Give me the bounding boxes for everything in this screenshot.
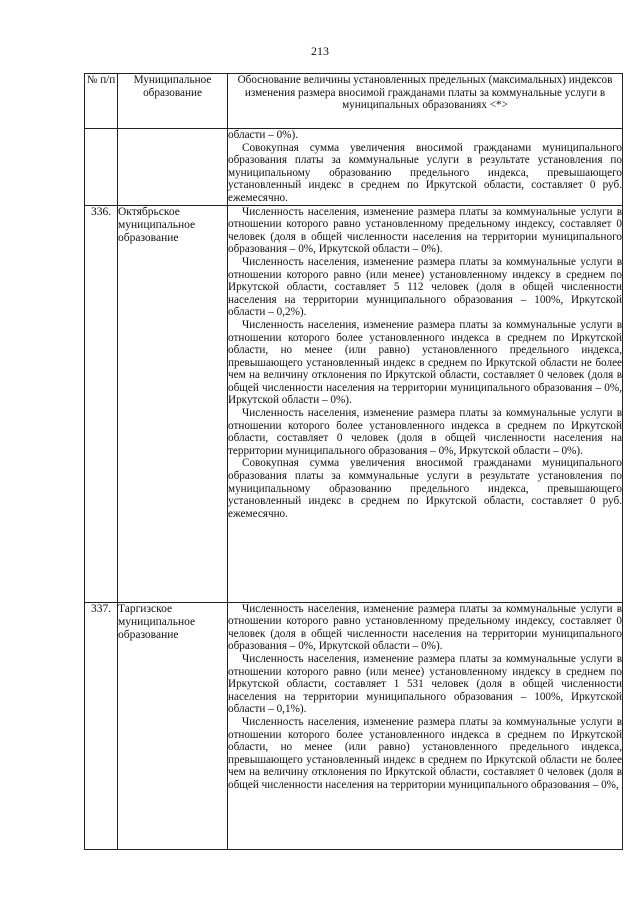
row-justification [228, 205, 623, 602]
table-row [85, 602, 623, 849]
justification-paragraph: Численность населения, изменение размера платы за коммунальные услуги в отношении которого равно (или менее) установленному индексу в среднем по Иркутской области, составляет 5 112 человек (доля в общей численности населения на территории муниципального образования – 100%, Иркутской области – 0,2%). [228, 255, 622, 319]
header-justification: Обоснование величины установленных предельных (максимальных) индексов изменения размера вносимой гражданами платы за коммунальные услуги в муниципальных образованиях <*> [228, 74, 623, 129]
row-justification [228, 129, 623, 206]
justification-paragraph: Численность населения, изменение размера платы за коммунальные услуги в отношении которого равно установленному предельному индексу, составляет 0 человек (доля в общей численности населения на территории муниципального образования – 0%, Иркутской области – 0%). [228, 602, 622, 653]
header-municipality: Муниципальное образование [118, 74, 228, 129]
justification-paragraph: области – 0%). [228, 129, 299, 141]
justification-paragraph: Совокупная сумма увеличения вносимой гражданами муниципального образования платы за коммунальные услуги в результате установления по муниципальному образованию предельного индекса, превышающего установленный индекс в среднем по Иркутской области, составляет 0 руб. ежемесячно. [228, 457, 622, 520]
justification-paragraph: Совокупная сумма увеличения вносимой гражданами муниципального образования платы за коммунальные услуги в результате установления по муниципальному образованию предельного индекса, превышающего установленный индекс в среднем по Иркутской области, составляет 0 руб. ежемесячно. [228, 141, 622, 204]
row-number: 337. [85, 602, 118, 849]
row-municipality [118, 129, 228, 206]
justification-paragraph: Численность населения, изменение размера платы за коммунальные услуги в отношении которого более установленного индекса в среднем по Иркутской области, но менее (или равно) установленного предельного индекса, превышающего установленный индекс в среднем по Иркутской области не более чем на величину отклонения по Иркутской области, составляет 0 человек (доля в общей численности населения на территории муниципального образования – 0%, Иркутской области – 0%). [228, 318, 622, 407]
table-row [85, 129, 623, 206]
justification-paragraph: Численность населения, изменение размера платы за коммунальные услуги в отношении которого равно установленному предельному индексу, составляет 0 человек (доля в общей численности населения на территории муниципального образования – 0%, Иркутской области – 0%). [228, 205, 622, 256]
row-number [85, 129, 118, 206]
row-justification [228, 602, 623, 849]
index-justification-table [84, 73, 623, 850]
table-row [85, 205, 623, 602]
header-number: № п/п [85, 74, 118, 129]
row-number: 336. [85, 205, 118, 602]
row-municipality: Октябрьское муниципальное образование [118, 205, 228, 602]
page-number: 213 [311, 44, 329, 58]
justification-paragraph: Численность населения, изменение размера платы за коммунальные услуги в отношении которого более установленного индекса в среднем по Иркутской области, составляет 0 человек (доля в общей численности населения на территории муниципального образования – 0%, Иркутской области – 0%). [228, 407, 622, 457]
justification-paragraph: Численность населения, изменение размера платы за коммунальные услуги в отношении которого равно (или менее) установленному индексу в среднем по Иркутской области, составляет 1 531 человек (доля в общей численности населения на территории муниципального образования – 100%, Иркутской области – 0,1%). [228, 652, 622, 716]
table-header-row [85, 74, 623, 129]
row-municipality: Таргизское муниципальное образование [118, 602, 228, 849]
justification-paragraph: Численность населения, изменение размера платы за коммунальные услуги в отношении которого более установленного индекса в среднем по Иркутской области, но менее (или равно) установленного предельного индекса, превышающего установленный индекс в среднем по Иркутской области не более чем на величину отклонения по Иркутской области, составляет 0 человек (доля в общей численности населения на территории муниципального образования – 0%, [228, 715, 622, 791]
